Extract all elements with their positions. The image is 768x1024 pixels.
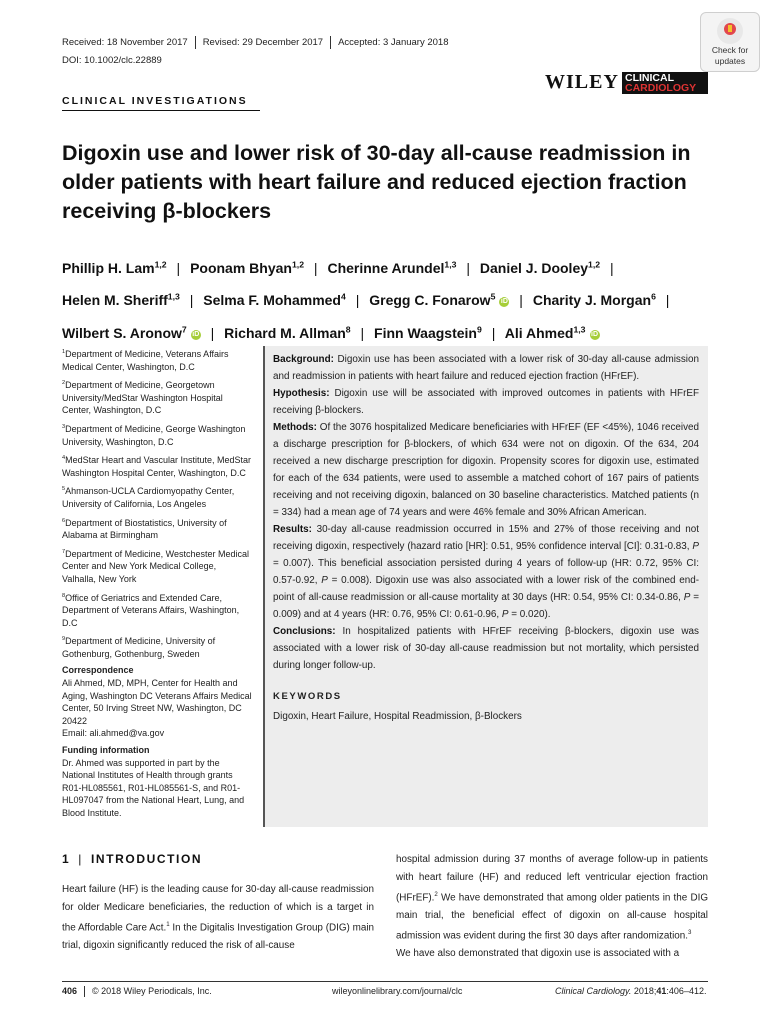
p-value-symbol: P (692, 541, 699, 552)
funding-heading: Funding information (62, 745, 150, 756)
copyright: © 2018 Wiley Periodicals, Inc. (92, 986, 212, 996)
affiliation-text: Department of Medicine, Westchester Medical Center and New York Medical College, Valhalla, New York (62, 548, 250, 584)
divider (84, 986, 85, 997)
author-separator: | (210, 324, 215, 341)
author-name[interactable] (374, 325, 482, 341)
journal-logo-line2: CARDIOLOGY (625, 82, 697, 94)
citation (555, 986, 706, 996)
footer-rule (62, 981, 708, 982)
abstract-hypothesis (273, 385, 699, 419)
affiliation-superscript: 6 (651, 291, 656, 302)
affiliation-item (62, 483, 252, 510)
page-number: 406 (62, 986, 78, 996)
author-separator: | (189, 292, 194, 309)
bookmark-icon (717, 18, 743, 44)
author-name-text: Wilbert S. Aronow (62, 324, 182, 341)
author-name-text: Selma F. Mohammed (203, 292, 341, 309)
author-separator: | (665, 292, 670, 309)
correspondence-text: Ali Ahmed, MD, MPH, Center for Health and Aging, Washington DC Veterans Affairs Medical Center, 50 Irving Street NW, Washington, DC 20422 (62, 678, 252, 726)
abstract-results (273, 521, 699, 623)
author-separator: | (519, 292, 523, 309)
affiliation-superscript: 4 (340, 291, 346, 302)
affiliation-superscript: 1,2 (291, 259, 305, 269)
body-text: We have demonstrated that among older patients in the DIG main trial, the beneficial effect of digoxin on all-cause hospital admission was evident during the first 30 days after randomization. (396, 892, 708, 942)
hypothesis-text: Digoxin use will be associated with improved outcomes in patients with HFrEF receiving β-blockers. (273, 388, 699, 416)
affiliation-item (62, 346, 252, 373)
heading-separator: | (78, 852, 83, 866)
results-text: = 0.008). Digoxin use was also associated with a lower risk of the combined end-point of all-cause readmission or all-cause mortality at 30 days (HR: 0.54, 95% CI: 0.34-0.86, (273, 575, 699, 603)
affiliation-number: 5 (62, 486, 66, 493)
publisher-logo: WILEY (545, 71, 619, 93)
affiliation-text: Department of Medicine, Veterans Affairs Medical Center, Washington, D.C (62, 349, 229, 372)
affiliation-number: 1 (62, 349, 66, 355)
methods-label: Methods: (273, 422, 317, 433)
section-label: CLINICAL INVESTIGATIONS (62, 95, 248, 107)
check-for-updates-label-line2: updates (714, 56, 746, 66)
author-name-text: Cherinne Arundel (327, 259, 445, 276)
affiliation-superscript: 9 (476, 324, 482, 335)
author-name[interactable] (369, 292, 509, 308)
affiliations-sidebar (62, 346, 252, 824)
affiliation-number: 7 (62, 548, 66, 555)
affiliation-text: Ahmanson-UCLA Cardiomyopathy Center, University of California, Los Angeles (62, 486, 235, 509)
affiliation-number: 2 (62, 380, 66, 387)
conclusions-text: In hospitalized patients with HFrEF receiving β-blockers, digoxin use was associated with a lower risk of 30-day all-cause readmission but not mortality, which persisted during longer follow-up. (273, 626, 699, 671)
divider (195, 36, 196, 49)
affiliation-text: MedStar Heart and Vascular Institute, MedStar Washington Hospital Center, Washington, D.C (62, 455, 252, 478)
author-name[interactable] (224, 325, 350, 341)
journal-name: Clinical Cardiology. (555, 986, 632, 996)
section-number: 1 (62, 852, 71, 866)
author-name[interactable] (327, 260, 456, 276)
affiliation-superscript: 1,3 (167, 291, 180, 302)
publication-history (62, 36, 448, 49)
affiliation-item (62, 590, 252, 630)
author-separator: | (466, 259, 470, 276)
divider (330, 36, 331, 49)
affiliation-superscript: 1,3 (444, 259, 457, 269)
author-name[interactable] (190, 260, 304, 276)
affiliation-superscript: 1,3 (573, 324, 586, 335)
affiliation-item (62, 633, 252, 660)
author-name[interactable] (505, 325, 600, 341)
introduction-heading (62, 852, 202, 866)
author-name-text: Gregg C. Fonarow (369, 292, 491, 309)
p-value-symbol: P (683, 592, 691, 603)
doi[interactable]: DOI: 10.1002/clc.22889 (62, 55, 162, 66)
results-text: = 0.009) and at 4 years (HR: 0.76, 95% CI: 0.61-0.96, (273, 592, 699, 620)
author-name[interactable] (62, 325, 201, 341)
citation-volume: 41 (656, 986, 667, 996)
introduction-left-column (62, 881, 374, 954)
author-separator: | (609, 259, 614, 276)
citation-pages: :406–412. (666, 986, 707, 996)
affiliation-item (62, 515, 252, 542)
affiliation-item (62, 546, 252, 586)
author-separator: | (491, 324, 496, 341)
reference-link[interactable]: 1 (166, 921, 170, 928)
affiliation-text: Department of Medicine, Georgetown University/MedStar Washington Hospital Center, Washington, D.C (62, 380, 223, 416)
affiliation-text: Department of Medicine, George Washington University, Washington, D.C (62, 423, 246, 447)
affiliation-item (62, 421, 252, 448)
hypothesis-label: Hypothesis: (273, 388, 330, 399)
orcid-icon[interactable]: iD (500, 298, 508, 306)
reference-link[interactable]: 3 (688, 929, 692, 937)
affiliation-superscript: 8 (345, 324, 351, 335)
journal-url[interactable]: wileyonlinelibrary.com/journal/clc (332, 986, 463, 996)
abstract-box (263, 346, 708, 827)
methods-text: Of the 3076 hospitalized Medicare beneficiaries with HFrEF (EF <45%), 1046 received a discharge prescription for β-blockers, of which 634 were not on digoxin. Of the 634, 204 received a new discharge prescription for digoxin. Propensity scores for digoxin use, estimated for each of the 634 patients, were used to assemble a matched cohort of 167 pairs of patients receiving and not receiving digoxin, balanced on 30 baseline characteristics. Matched patients (n = 334) had a mean age of 74 years and were 46% female and 30% African American. (273, 422, 699, 518)
abstract-methods (273, 419, 699, 521)
orcid-icon[interactable]: iD (591, 330, 598, 338)
results-text: 30-day all-cause readmission occurred in 15% and 27% of those receiving and not receiving digoxin, respectively (hazard ratio [HR]: 0.51, 95% confidence interval [CI]: 0.31-0.83, (273, 524, 699, 552)
affiliation-superscript: 1,2 (588, 259, 601, 269)
affiliation-number: 9 (62, 636, 66, 643)
background-label: Background: (273, 354, 334, 365)
abstract-background (273, 351, 699, 385)
article-title: Digoxin use and lower risk of 30-day all-cause readmission in older patients with heart failure and reduced ejection fraction receiving β-blockers (62, 141, 691, 223)
affiliation-list (62, 346, 252, 660)
author-separator: | (360, 324, 365, 341)
author-name[interactable] (480, 260, 600, 276)
author-name[interactable] (203, 292, 346, 308)
received-date: Received: 18 November 2017 (62, 37, 188, 49)
affiliation-superscript: 7 (181, 324, 187, 335)
author-name[interactable] (62, 260, 167, 276)
reference-link[interactable]: 2 (434, 891, 438, 898)
body-text: hospital admission during 37 months of average follow-up in patients with heart failure (HF) and reduced left ventricular ejection fraction (HFrEF). (396, 854, 708, 904)
author-list (62, 250, 712, 348)
author-name-text: Richard M. Allman (224, 324, 346, 341)
orcid-icon[interactable]: iD (192, 330, 200, 338)
affiliation-number: 8 (62, 592, 66, 599)
funding-text: Dr. Ahmed was supported in part by the National Institutes of Health through grants R01-HL085561, R01-HL085561-S, and R01-HL097047 from the National Heart, Lung, and Blood Institute. (62, 757, 245, 818)
affiliation-number: 3 (62, 423, 66, 430)
author-name-text: Poonam Bhyan (190, 259, 292, 276)
author-name[interactable] (62, 292, 180, 308)
results-text: = 0.020). (508, 609, 551, 620)
affiliation-item (62, 377, 252, 417)
author-separator: | (176, 259, 181, 276)
abstract-conclusions (273, 623, 699, 674)
author-name[interactable] (533, 292, 656, 308)
p-value-symbol: P (321, 575, 328, 586)
results-text: = 0.007). This beneficial association persisted during 4 years of follow-up (HR: 0.72, 95% CI: 0.57-0.92, (273, 558, 699, 586)
keywords-list: Digoxin, Heart Failure, Hospital Readmission, β-Blockers (273, 711, 522, 722)
footer-left (62, 986, 212, 997)
body-text: We have also demonstrated that digoxin use is associated with a (396, 948, 680, 960)
keywords-heading: KEYWORDS (273, 691, 342, 702)
check-for-updates-label-line1: Check for (711, 45, 749, 55)
section-underline (62, 110, 260, 111)
section-title: INTRODUCTION (91, 852, 203, 866)
author-separator: | (313, 259, 318, 276)
affiliation-text: Department of Biostatistics, University of Alabama at Birmingham (62, 517, 227, 541)
author-name-text: Helen M. Sheriff (62, 292, 168, 309)
author-name-text: Charity J. Morgan (532, 292, 652, 309)
affiliation-superscript: 1,2 (154, 259, 167, 269)
author-name-text: Finn Waagstein (374, 324, 477, 341)
author-name-text: Phillip H. Lam (62, 259, 155, 276)
background-text: Digoxin use has been associated with a lower risk of 30-day all-cause admission and readmission in patients with heart failure and reduced ejection fraction (HFrEF). (273, 354, 699, 382)
conclusions-label: Conclusions: (273, 626, 336, 637)
journal-logo (622, 72, 708, 94)
correspondence-heading: Correspondence (62, 665, 134, 676)
affiliation-item (62, 452, 252, 479)
affiliation-superscript: 5 (490, 291, 496, 302)
affiliation-text: Office of Geriatrics and Extended Care, Department of Veterans Affairs, Washington, D.C (62, 592, 240, 628)
correspondence-email[interactable]: Email: ali.ahmed@va.gov (62, 728, 165, 739)
body-text: Heart failure (HF) is the leading cause for 30-day all-cause readmission for older Medicare beneficiaries, the reduction of which is a target in the Affordable Care Act. (62, 884, 374, 934)
affiliation-text: Department of Medicine, University of Gothenburg, Gothenburg, Sweden (62, 636, 216, 659)
accepted-date: Accepted: 3 January 2018 (338, 37, 449, 49)
introduction-right-column (396, 851, 708, 963)
author-separator: | (355, 292, 360, 309)
body-text: In the Digitalis Investigation Group (DIG) main trial, digoxin significantly reduced the risk of all-cause (62, 922, 375, 951)
revised-date: Revised: 29 December 2017 (202, 37, 324, 49)
affiliation-number: 4 (62, 455, 66, 462)
affiliation-number: 6 (62, 517, 66, 524)
check-for-updates-button[interactable] (700, 12, 760, 72)
p-value-symbol: P (501, 609, 509, 620)
results-label: Results: (273, 524, 312, 535)
citation-year: 2018; (631, 986, 657, 996)
author-name-text: Ali Ahmed (504, 324, 574, 341)
journal-logo-line1: CLINICAL (625, 72, 674, 84)
author-name-text: Daniel J. Dooley (479, 259, 589, 276)
